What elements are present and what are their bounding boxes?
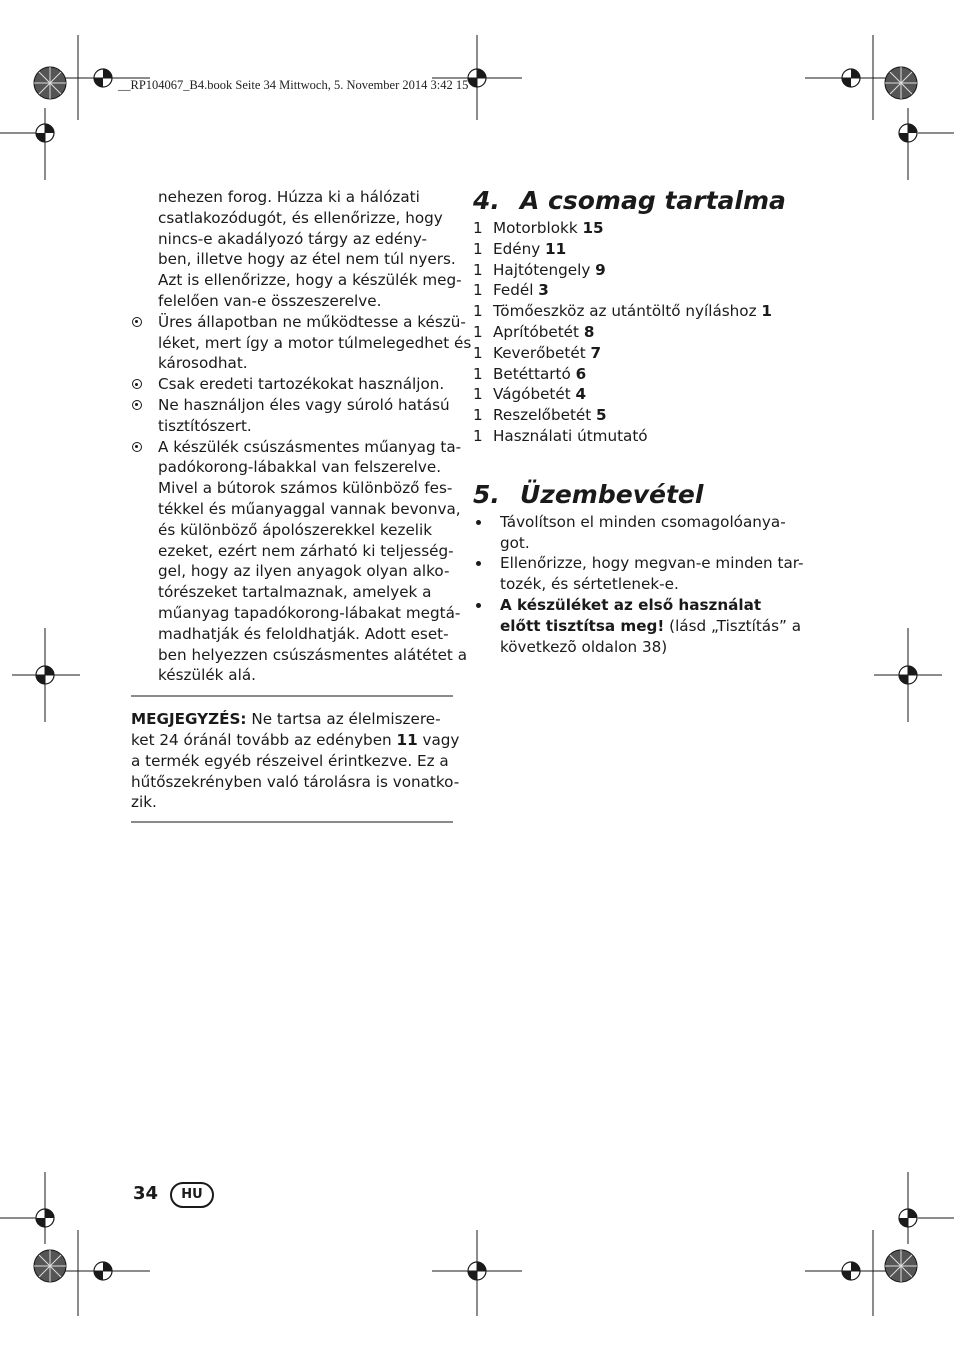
text-line: Üres állapotban ne működtesse a készü- [158,312,466,331]
note-line [131,730,460,751]
text-line: és különböző ápolószerekkel kezelik [158,520,433,539]
note-line [131,709,453,730]
note-ref: 11 [396,730,418,749]
text-line: ben helyezzen csúszásmentes alátétet a [158,645,468,664]
section-title: A csomag tartalma [520,186,786,215]
item-name: Betéttartó [493,364,576,383]
note-text: vagy [417,730,460,749]
circle-bullet-icon [132,379,142,389]
section-number: 4. [473,186,500,215]
item-ref: 8 [583,322,595,341]
item-name: Fedél [493,281,539,300]
list-item [473,301,803,322]
item-qty: 1 [473,260,483,279]
item-ref: 5 [596,406,607,425]
item-name: Keverőbetét [493,343,591,362]
left-column [131,187,472,823]
section-4-heading [473,187,803,215]
item-name: Használati útmutató [493,426,648,445]
item-name: Hajtótengely [493,260,596,279]
list-item [473,405,803,426]
text-line: Csak eredeti tartozékokat használjon. [158,375,445,394]
text-line: nincs-e akadályozó tárgy az edény- [158,229,428,248]
note-text: ket 24 óránál tovább az edényben [131,730,397,749]
dot-bullet-icon [476,561,481,566]
text-line: következõ oldalon 38) [500,637,668,656]
startup-bullet [473,595,803,657]
text-line: madhatják és feloldhatják. Adott eset- [158,624,449,643]
list-item [473,260,803,281]
text-line: csatlakozódugót, és ellenőrizze, hogy [158,208,443,227]
item-name: Edény [493,239,546,258]
item-qty: 1 [473,281,483,300]
safety-bullet [131,395,453,437]
list-item [473,426,803,447]
item-ref: 1 [761,302,772,321]
text-line: léket, mert így a motor túlmelegedhet és [158,333,472,352]
item-name: Aprítóbetét [493,322,584,341]
dot-bullet-icon [476,603,481,608]
text-line: tozék, és sértetlenek-e. [500,575,679,594]
text-line: tékkel és műanyaggal vannak bevonva, [158,499,461,518]
note-bottom-rule [131,821,453,823]
section-title: Üzembevétel [520,479,704,509]
safety-bullet [131,374,453,395]
item-name: Reszelőbetét [493,406,597,425]
item-qty: 1 [473,406,483,425]
list-item [473,218,803,239]
text-line: gel, hogy az ilyen anyagok olyan alko- [158,562,450,581]
item-ref: 15 [582,219,604,237]
intro-paragraph [131,187,462,312]
startup-bullet [473,512,803,554]
item-ref: 6 [575,364,587,383]
item-qty: 1 [473,322,483,341]
text-line: padókorong-lábakkal van felszerelve. [158,458,442,477]
text-line: tisztítószert. [158,416,252,435]
note-line: zik. [131,793,157,812]
text-line: Mivel a bútorok számos különböző fes- [158,479,453,498]
text-line: got. [500,533,530,552]
item-ref: 3 [538,281,549,300]
dot-bullet-icon [476,520,481,525]
item-qty: 1 [473,343,483,362]
safety-bullet [131,312,472,374]
section-number: 5. [473,479,500,509]
note-label: MEGJEGYZÉS: [131,710,247,729]
circle-bullet-icon [132,400,142,410]
list-item [473,343,803,364]
item-name: Motorblokk [493,219,583,237]
text-line: tórészeket tartalmaznak, amelyek a [158,583,432,602]
text-line: Ne használjon éles vagy súroló hatású [158,395,450,414]
item-qty: 1 [473,219,483,237]
note-box [131,697,460,821]
section-5-heading [473,481,803,509]
package-contents-list [473,218,803,447]
text-line: Ellenőrizze, hogy megvan-e minden tar- [500,554,804,573]
list-item [473,384,803,405]
text-line: felelően van-e összeszerelve. [158,291,382,310]
item-ref: 9 [595,260,606,279]
note-line: a termék egyéb részeivel érintkezve. Ez a [131,751,449,770]
item-ref: 11 [545,239,567,258]
text-line [500,595,803,616]
language-badge: HU [170,1182,214,1208]
list-item [473,322,803,343]
file-header: __RP104067_B4.book Seite 34 Mittwoch, 5. November 2014 3:42 15 [118,78,469,92]
item-name: Vágóbetét [493,385,576,404]
text: (lásd „Tisztítás” a [664,616,802,635]
startup-list [473,512,803,658]
safety-bullet [131,437,468,687]
text-line: nehezen forog. Húzza ki a hálózati [158,188,420,206]
text-line: Távolítson el minden csomagolóanya- [500,512,786,531]
text-line: ezeket, ezért nem zárható ki teljesség- [158,541,454,560]
circle-bullet-icon [132,317,142,327]
text-line: ben, illetve hogy az étel nem túl nyers. [158,250,456,269]
text-line: A készülék csúszásmentes műanyag ta- [158,437,462,456]
item-ref: 7 [590,343,602,362]
text-line [500,616,803,637]
bold-text: A készüléket az első használat [500,595,762,614]
startup-bullet [473,553,803,595]
list-item [473,364,803,385]
right-column [473,187,803,657]
item-qty: 1 [473,385,483,404]
note-line: hűtőszekrényben való tárolásra is vonatko- [131,772,460,791]
item-qty: 1 [473,426,483,445]
text-line: műanyag tapadókorong-lábakat megtá- [158,603,461,622]
item-qty: 1 [473,364,483,383]
text-line: károsodhat. [158,354,248,373]
text-line: Azt is ellenőrizze, hogy a készülék meg- [158,271,462,290]
page-number: 34 [133,1183,159,1204]
item-qty: 1 [473,239,483,258]
bold-text: előtt tisztítsa meg! [500,616,665,635]
item-name: Tömőeszköz az utántöltő nyíláshoz [493,302,762,321]
item-ref: 4 [575,385,587,404]
item-qty: 1 [473,302,483,321]
list-item [473,239,803,260]
circle-bullet-icon [132,442,142,452]
list-item [473,280,803,301]
text-line: készülék alá. [158,666,256,685]
note-text: Ne tartsa az élelmiszere- [246,710,441,729]
